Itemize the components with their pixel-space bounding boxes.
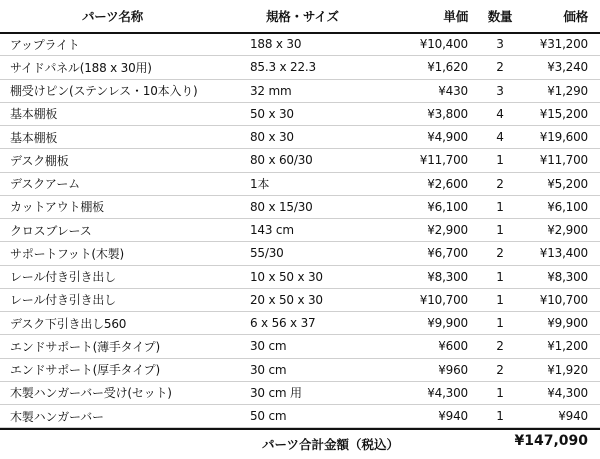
cell-spec: 30 cm 用 [250, 386, 302, 401]
cell-unit-price: ¥4,900 [427, 130, 468, 145]
cell-spec: 188 x 30 [250, 37, 302, 52]
table-row [0, 196, 600, 219]
cell-price: ¥13,400 [539, 246, 588, 261]
cell-price: ¥6,100 [547, 199, 588, 214]
cell-price: ¥3,240 [547, 60, 588, 75]
cell-price: ¥8,300 [547, 269, 588, 284]
cell-name: 基本棚板 [10, 107, 58, 122]
table-row [0, 56, 600, 79]
cell-price: ¥2,900 [547, 223, 588, 238]
cell-price: ¥4,300 [547, 385, 588, 400]
table-row [0, 173, 600, 196]
cell-qty: 1 [496, 316, 504, 331]
cell-unit-price: ¥3,800 [427, 106, 468, 121]
table-row [0, 103, 600, 126]
cell-unit-price: ¥9,900 [427, 316, 468, 331]
cell-spec: 30 cm [250, 339, 287, 354]
cell-spec: 30 cm [250, 362, 287, 377]
cell-name: 木製ハンガーバー [10, 409, 104, 424]
cell-unit-price: ¥6,100 [427, 199, 468, 214]
table-row [0, 242, 600, 265]
cell-price: ¥10,700 [539, 292, 588, 307]
cell-spec: 143 cm [250, 223, 294, 238]
cell-qty: 3 [496, 37, 504, 52]
cell-qty: 1 [496, 199, 504, 214]
cell-price: ¥1,290 [547, 83, 588, 98]
cell-qty: 2 [496, 60, 504, 75]
table-row [0, 80, 600, 103]
cell-name: 基本棚板 [10, 130, 58, 145]
cell-spec: 50 x 30 [250, 106, 294, 121]
cell-name: レール付き引き出し [10, 270, 116, 285]
cell-name: エンドサポート(薄手タイプ) [10, 339, 160, 354]
cell-unit-price: ¥6,700 [427, 246, 468, 261]
cell-unit-price: ¥2,600 [427, 176, 468, 191]
cell-qty: 1 [496, 385, 504, 400]
table-row [0, 219, 600, 242]
cell-price: ¥11,700 [539, 153, 588, 168]
header-name: パーツ名称 [82, 9, 144, 24]
cell-name: 木製ハンガーバー受け(セット) [10, 386, 172, 401]
table-row [0, 33, 600, 56]
cell-unit-price: ¥10,400 [419, 37, 468, 52]
cell-name: クロスブレース [10, 223, 92, 238]
cell-qty: 2 [496, 246, 504, 261]
cell-qty: 4 [496, 106, 504, 121]
cell-qty: 1 [496, 269, 504, 284]
cell-price: ¥31,200 [539, 37, 588, 52]
cell-qty: 2 [496, 339, 504, 354]
table-footer [0, 428, 600, 454]
cell-spec: 6 x 56 x 37 [250, 316, 316, 331]
cell-unit-price: ¥430 [438, 83, 468, 98]
cell-spec: 85.3 x 22.3 [250, 60, 316, 75]
table-row [0, 382, 600, 405]
cell-unit-price: ¥11,700 [419, 153, 468, 168]
cell-spec: 10 x 50 x 30 [250, 269, 323, 284]
cell-qty: 1 [496, 409, 504, 424]
table-row [0, 149, 600, 172]
cell-spec: 80 x 60/30 [250, 153, 313, 168]
cell-spec: 50 cm [250, 409, 287, 424]
table-row [0, 405, 600, 428]
cell-spec: 1本 [250, 177, 270, 192]
cell-unit-price: ¥940 [438, 409, 468, 424]
cell-qty: 4 [496, 130, 504, 145]
table-header-row [0, 0, 600, 34]
cell-price: ¥15,200 [539, 106, 588, 121]
cell-price: ¥19,600 [539, 130, 588, 145]
header-unit-price: 単価 [443, 9, 468, 24]
header-price: 価格 [563, 9, 588, 24]
table-row [0, 335, 600, 358]
total-label: パーツ合計金額（税込） [262, 437, 400, 452]
cell-name: エンドサポート(厚手タイプ) [10, 363, 160, 378]
cell-price: ¥1,200 [547, 339, 588, 354]
cell-qty: 3 [496, 83, 504, 98]
cell-qty: 2 [496, 362, 504, 377]
table-row [0, 359, 600, 382]
cell-unit-price: ¥10,700 [419, 292, 468, 307]
header-qty: 数量 [487, 9, 513, 24]
cell-price: ¥5,200 [547, 176, 588, 191]
cell-unit-price: ¥8,300 [427, 269, 468, 284]
cell-qty: 1 [496, 292, 504, 307]
cell-spec: 32 mm [250, 83, 292, 98]
table-row [0, 289, 600, 312]
cell-qty: 2 [496, 176, 504, 191]
cell-name: サイドパネル(188 x 30用) [10, 60, 152, 75]
cell-qty: 1 [496, 223, 504, 238]
cell-unit-price: ¥600 [438, 339, 468, 354]
cell-name: デスク下引き出し560 [10, 316, 127, 331]
cell-name: デスクアーム [10, 177, 80, 192]
cell-unit-price: ¥4,300 [427, 385, 468, 400]
cell-spec: 80 x 30 [250, 130, 294, 145]
cell-unit-price: ¥960 [438, 362, 468, 377]
cell-unit-price: ¥1,620 [427, 60, 468, 75]
cell-name: 棚受けピン(ステンレス・10本入り) [10, 84, 198, 99]
cell-spec: 20 x 50 x 30 [250, 292, 323, 307]
cell-name: サポートフット(木製) [10, 246, 124, 261]
cell-spec: 80 x 15/30 [250, 199, 313, 214]
cell-qty: 1 [496, 153, 504, 168]
cell-price: ¥1,920 [547, 362, 588, 377]
cell-name: アップライト [10, 37, 80, 52]
cell-spec: 55/30 [250, 246, 284, 261]
header-spec: 規格・サイズ [266, 9, 339, 24]
table-row [0, 126, 600, 149]
cell-price: ¥9,900 [547, 316, 588, 331]
table-row [0, 312, 600, 335]
cell-name: デスク棚板 [10, 153, 69, 168]
total-value: ¥147,090 [514, 433, 588, 449]
table-row [0, 266, 600, 289]
cell-price: ¥940 [558, 409, 588, 424]
cell-name: カットアウト棚板 [10, 200, 104, 215]
cell-unit-price: ¥2,900 [427, 223, 468, 238]
cell-name: レール付き引き出し [10, 293, 116, 308]
